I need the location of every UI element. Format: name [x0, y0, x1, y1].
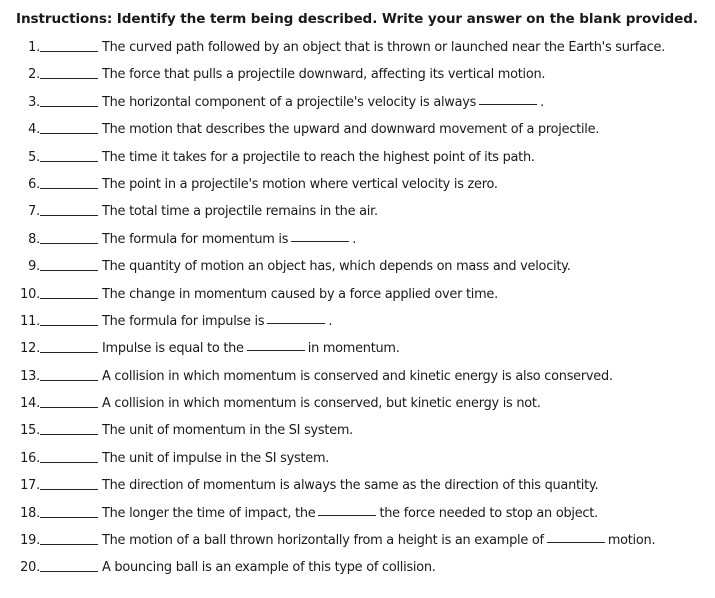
question-text-part: The direction of momentum is always the same as the direction of this quantity. — [102, 478, 599, 494]
question-text-part: The time it takes for a projectile to reach the highest point of its path. — [102, 149, 535, 165]
question-text — [102, 533, 655, 548]
question-item — [0, 392, 715, 419]
question-item — [0, 91, 715, 118]
answer-blank[interactable] — [40, 571, 98, 572]
inline-answer-blank[interactable] — [318, 515, 376, 516]
question-text — [102, 314, 332, 329]
question-text — [102, 396, 541, 411]
question-text — [102, 341, 400, 356]
question-item — [0, 36, 715, 63]
question-number: 9. — [28, 259, 40, 275]
question-number: 16. — [20, 450, 40, 466]
question-text-part: The longer the time of impact, the — [102, 505, 316, 521]
answer-blank[interactable] — [40, 298, 98, 299]
question-number: 5. — [28, 149, 40, 165]
answer-blank[interactable] — [40, 133, 98, 134]
inline-answer-blank[interactable] — [267, 323, 325, 324]
answer-blank[interactable] — [40, 380, 98, 381]
question-number: 20. — [20, 560, 40, 576]
question-item — [0, 63, 715, 90]
question-number: 18. — [20, 505, 40, 521]
question-number: 11. — [20, 313, 40, 329]
question-number: 1. — [28, 40, 40, 55]
question-text-suffix: . — [328, 313, 333, 329]
question-number: 3. — [28, 94, 40, 110]
answer-blank[interactable] — [40, 325, 98, 326]
inline-answer-blank[interactable] — [247, 350, 305, 351]
answer-blank[interactable] — [40, 188, 98, 189]
question-item — [0, 118, 715, 145]
answer-blank[interactable] — [40, 517, 98, 518]
question-text — [102, 287, 498, 302]
question-number: 14. — [20, 396, 40, 412]
question-text — [102, 451, 329, 466]
question-item — [0, 173, 715, 200]
question-item — [0, 365, 715, 392]
question-number: 19. — [20, 533, 40, 549]
question-number: 2. — [28, 67, 40, 83]
answer-blank[interactable] — [40, 51, 98, 52]
answer-blank[interactable] — [40, 161, 98, 162]
question-text — [102, 478, 598, 493]
question-text-part: A collision in which momentum is conserved, but kinetic energy is not. — [102, 396, 541, 412]
question-text — [102, 369, 613, 384]
inline-answer-blank[interactable] — [547, 542, 605, 543]
answer-blank[interactable] — [40, 544, 98, 545]
question-text-part: The horizontal component of a projectile's velocity is always — [102, 94, 477, 110]
question-number: 6. — [28, 176, 40, 192]
question-number: 10. — [20, 286, 40, 302]
question-item — [0, 447, 715, 474]
question-text-suffix: the force needed to stop an object. — [379, 505, 598, 521]
question-number: 4. — [28, 122, 40, 138]
question-number: 13. — [20, 368, 40, 384]
answer-blank[interactable] — [40, 434, 98, 435]
question-text-part: The unit of momentum in the SI system. — [102, 423, 354, 439]
question-text-part: The motion of a ball thrown horizontally from a height is an example of — [102, 533, 544, 549]
answer-blank[interactable] — [40, 489, 98, 490]
question-item — [0, 529, 715, 556]
question-text-suffix: . — [540, 94, 544, 110]
question-item — [0, 283, 715, 310]
answer-blank[interactable] — [40, 407, 98, 408]
question-text — [102, 67, 545, 82]
question-item — [0, 310, 715, 337]
question-text-part: The unit of impulse in the SI system. — [102, 450, 330, 466]
inline-answer-blank[interactable] — [479, 104, 537, 105]
question-text-part: The total time a projectile remains in the air. — [102, 204, 378, 220]
question-item — [0, 337, 715, 364]
question-item — [0, 146, 715, 173]
question-text-part: The curved path followed by an object that is thrown or launched near the Earth's surface. — [102, 40, 665, 55]
question-text-part: Impulse is equal to the — [102, 341, 244, 357]
instructions-heading: Instructions: Identify the term being described. Write your answer on the blank provided. — [16, 11, 698, 27]
answer-blank[interactable] — [40, 78, 98, 79]
question-text — [102, 40, 665, 55]
question-text-part: The formula for impulse is — [102, 313, 265, 329]
question-text — [102, 232, 356, 247]
question-text-suffix: in momentum. — [307, 341, 400, 357]
question-text — [102, 204, 378, 219]
answer-blank[interactable] — [40, 270, 98, 271]
question-text — [102, 95, 544, 110]
question-text — [102, 122, 599, 137]
question-text-part: The motion that describes the upward and downward movement of a projectile. — [102, 122, 600, 138]
answer-blank[interactable] — [40, 243, 98, 244]
question-text-part: The formula for momentum is — [102, 231, 289, 247]
question-item — [0, 200, 715, 227]
question-number: 7. — [28, 204, 40, 220]
question-text-part: A bouncing ball is an example of this type of collision. — [102, 560, 436, 576]
question-text — [102, 150, 535, 165]
question-item — [0, 556, 715, 583]
question-text-part: The point in a projectile's motion where vertical velocity is zero. — [102, 176, 498, 192]
question-item — [0, 502, 715, 529]
question-text-part: The change in momentum caused by a force applied over time. — [102, 286, 498, 302]
answer-blank[interactable] — [40, 462, 98, 463]
answer-blank[interactable] — [40, 215, 98, 216]
question-text-suffix: . — [352, 231, 357, 247]
question-text — [102, 506, 598, 521]
question-list — [0, 36, 715, 584]
question-item — [0, 419, 715, 446]
inline-answer-blank[interactable] — [291, 241, 349, 242]
question-text — [102, 423, 353, 438]
question-text — [102, 259, 571, 274]
answer-blank[interactable] — [40, 106, 98, 107]
question-number: 15. — [20, 423, 40, 439]
question-item — [0, 474, 715, 501]
question-item — [0, 228, 715, 255]
question-text — [102, 177, 498, 192]
question-item — [0, 255, 715, 282]
question-text-part: The force that pulls a projectile downward, affecting its vertical motion. — [102, 67, 546, 83]
answer-blank[interactable] — [40, 352, 98, 353]
question-text-part: The quantity of motion an object has, which depends on mass and velocity. — [102, 259, 571, 275]
question-text-suffix: motion. — [607, 533, 656, 549]
question-text-part: A collision in which momentum is conserved and kinetic energy is also conserved. — [102, 368, 613, 384]
question-number: 8. — [28, 231, 40, 247]
question-number: 12. — [20, 341, 40, 357]
question-text — [102, 560, 436, 575]
question-number: 17. — [20, 478, 40, 494]
